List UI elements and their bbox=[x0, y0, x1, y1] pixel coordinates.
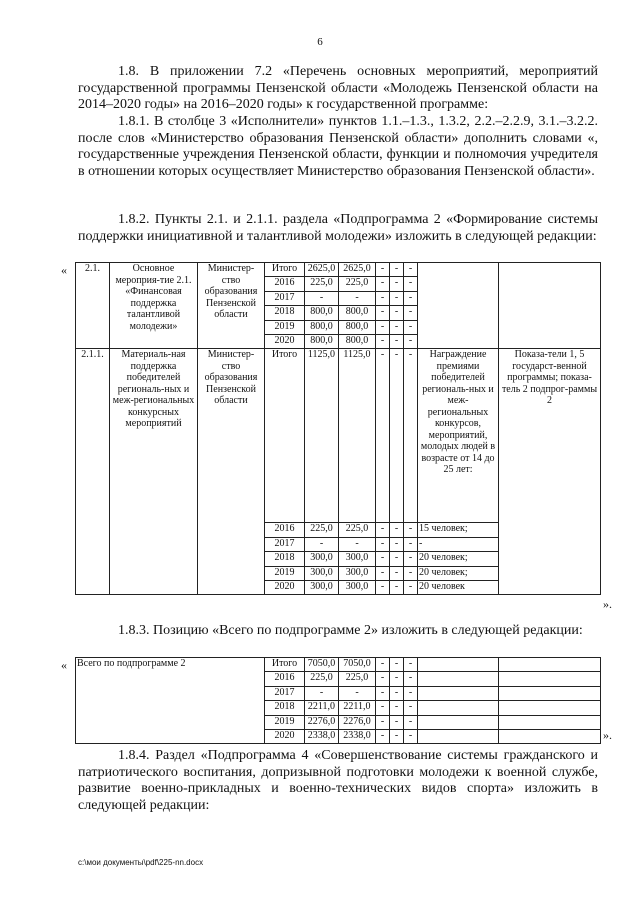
dash-cell: - bbox=[404, 537, 418, 551]
year-cell: 2018 bbox=[265, 306, 305, 320]
result-cell bbox=[418, 672, 499, 686]
year-cell: Итого bbox=[265, 658, 305, 672]
dash-cell: - bbox=[404, 701, 418, 715]
dash-cell: - bbox=[376, 263, 390, 277]
dash-cell: - bbox=[376, 672, 390, 686]
dash-cell: - bbox=[404, 580, 418, 594]
dash-cell: - bbox=[404, 566, 418, 580]
regional-budget-cell: 1125,0 bbox=[339, 349, 376, 523]
year-cell: 2017 bbox=[265, 291, 305, 305]
dash-cell: - bbox=[404, 672, 418, 686]
dash-cell: - bbox=[390, 291, 404, 305]
total-cell: 2625,0 bbox=[305, 263, 339, 277]
total-cell: 7050,0 bbox=[305, 658, 339, 672]
year-cell: 2018 bbox=[265, 701, 305, 715]
year-cell: 2016 bbox=[265, 277, 305, 291]
total-cell: 225,0 bbox=[305, 277, 339, 291]
total-cell: 300,0 bbox=[305, 580, 339, 594]
regional-budget-cell: - bbox=[339, 291, 376, 305]
dash-cell: - bbox=[390, 701, 404, 715]
regional-budget-cell: 800,0 bbox=[339, 320, 376, 334]
result-cell: - bbox=[418, 537, 499, 551]
dash-cell: - bbox=[390, 523, 404, 537]
regional-budget-cell: 2211,0 bbox=[339, 701, 376, 715]
quote-open-table1: « bbox=[61, 263, 67, 277]
total-cell: 225,0 bbox=[305, 672, 339, 686]
quote-open-table2: « bbox=[61, 658, 67, 672]
total-cell: 2211,0 bbox=[305, 701, 339, 715]
total-cell: 800,0 bbox=[305, 306, 339, 320]
year-cell: 2020 bbox=[265, 729, 305, 743]
total-cell: 225,0 bbox=[305, 523, 339, 537]
year-cell: 2018 bbox=[265, 552, 305, 566]
regional-budget-cell: 300,0 bbox=[339, 566, 376, 580]
indicator-cell: Показа-тели 1, 5 государст-венной программы; показа-тель 2 подпрог-раммы 2 bbox=[499, 349, 601, 595]
result-cell bbox=[418, 701, 499, 715]
dash-cell: - bbox=[376, 686, 390, 700]
year-cell: 2016 bbox=[265, 672, 305, 686]
regional-budget-cell: 2625,0 bbox=[339, 263, 376, 277]
result-cell: Награждение премиями победителей региональ-ных и меж-региональных конкурсов, мероприятий, молодых людей в возрасте от 14 до 25 лет: bbox=[418, 349, 499, 523]
regional-budget-cell: 225,0 bbox=[339, 523, 376, 537]
result-cell: 20 человек; bbox=[418, 566, 499, 580]
regional-budget-cell: 2276,0 bbox=[339, 715, 376, 729]
dash-cell: - bbox=[376, 552, 390, 566]
total-cell: - bbox=[305, 686, 339, 700]
dash-cell: - bbox=[390, 715, 404, 729]
dash-cell: - bbox=[376, 729, 390, 743]
indicator-cell bbox=[499, 686, 601, 700]
year-cell: 2017 bbox=[265, 686, 305, 700]
paragraph-1-8-2: 1.8.2. Пункты 2.1. и 2.1.1. раздела «Подпрограмма 2 «Формирование системы поддержки инициативной и талантливой молодежи» изложить в следующей редакции: bbox=[78, 212, 598, 244]
quote-close-table1: ». bbox=[603, 597, 612, 611]
total-cell: 300,0 bbox=[305, 552, 339, 566]
dash-cell: - bbox=[390, 658, 404, 672]
dash-cell: - bbox=[376, 320, 390, 334]
result-cell bbox=[418, 263, 499, 349]
regional-budget-cell: 7050,0 bbox=[339, 658, 376, 672]
dash-cell: - bbox=[390, 263, 404, 277]
dash-cell: - bbox=[390, 306, 404, 320]
item-executor: Министер-ство образования Пензенской области bbox=[198, 263, 265, 349]
total-cell: 800,0 bbox=[305, 320, 339, 334]
dash-cell: - bbox=[390, 320, 404, 334]
dash-cell: - bbox=[390, 672, 404, 686]
dash-cell: - bbox=[376, 701, 390, 715]
indicator-cell bbox=[499, 701, 601, 715]
regional-budget-cell: 225,0 bbox=[339, 277, 376, 291]
quote-close-table2: ». bbox=[603, 728, 612, 742]
regional-budget-cell: 800,0 bbox=[339, 306, 376, 320]
dash-cell: - bbox=[404, 658, 418, 672]
dash-cell: - bbox=[376, 349, 390, 523]
dash-cell: - bbox=[376, 291, 390, 305]
dash-cell: - bbox=[404, 320, 418, 334]
result-cell bbox=[418, 686, 499, 700]
dash-cell: - bbox=[376, 537, 390, 551]
total-cell: - bbox=[305, 537, 339, 551]
regional-budget-cell: 2338,0 bbox=[339, 729, 376, 743]
total-cell: 1125,0 bbox=[305, 349, 339, 523]
dash-cell: - bbox=[404, 334, 418, 348]
dash-cell: - bbox=[404, 523, 418, 537]
total-cell: 2276,0 bbox=[305, 715, 339, 729]
dash-cell: - bbox=[404, 729, 418, 743]
page-number: 6 bbox=[317, 36, 323, 48]
dash-cell: - bbox=[390, 277, 404, 291]
dash-cell: - bbox=[404, 263, 418, 277]
dash-cell: - bbox=[404, 277, 418, 291]
item-number: 2.1. bbox=[76, 263, 110, 349]
dash-cell: - bbox=[404, 686, 418, 700]
table-row bbox=[76, 349, 601, 523]
dash-cell: - bbox=[404, 552, 418, 566]
dash-cell: - bbox=[390, 552, 404, 566]
year-cell: 2019 bbox=[265, 320, 305, 334]
item-number: 2.1.1. bbox=[76, 349, 110, 595]
year-cell: 2016 bbox=[265, 523, 305, 537]
dash-cell: - bbox=[376, 334, 390, 348]
dash-cell: - bbox=[376, 580, 390, 594]
regional-budget-cell: 225,0 bbox=[339, 672, 376, 686]
paragraph-1-8: 1.8. В приложении 7.2 «Перечень основных мероприятий, мероприятий государственной программы Пензенской области «Молодежь Пензенской области на 2014–2020 годы» на 2016–2020 годы» к государственной программе: bbox=[78, 64, 598, 112]
indicator-cell bbox=[499, 263, 601, 349]
result-cell bbox=[418, 715, 499, 729]
result-cell: 20 человек bbox=[418, 580, 499, 594]
year-cell: 2017 bbox=[265, 537, 305, 551]
year-cell: Итого bbox=[265, 349, 305, 523]
regional-budget-cell: 800,0 bbox=[339, 334, 376, 348]
dash-cell: - bbox=[404, 349, 418, 523]
total-cell: 2338,0 bbox=[305, 729, 339, 743]
indicator-cell bbox=[499, 729, 601, 743]
year-cell: 2019 bbox=[265, 715, 305, 729]
total-cell: - bbox=[305, 291, 339, 305]
result-cell: 15 человек; bbox=[418, 523, 499, 537]
indicator-cell bbox=[499, 715, 601, 729]
footer-file-path: c:\мои документы\pdf\225-nn.docx bbox=[78, 858, 204, 867]
dash-cell: - bbox=[376, 306, 390, 320]
total-cell: 800,0 bbox=[305, 334, 339, 348]
regional-budget-cell: 300,0 bbox=[339, 552, 376, 566]
indicator-cell bbox=[499, 658, 601, 672]
item-name: Основное мероприя-тие 2.1. «Финансовая поддержка талантливой молодежи» bbox=[110, 263, 198, 349]
dash-cell: - bbox=[376, 277, 390, 291]
item-executor: Министер-ство образования Пензенской области bbox=[198, 349, 265, 595]
dash-cell: - bbox=[376, 715, 390, 729]
dash-cell: - bbox=[376, 566, 390, 580]
total-cell: 300,0 bbox=[305, 566, 339, 580]
paragraph-1-8-1: 1.8.1. В столбце 3 «Исполнители» пунктов 1.1.–1.3., 1.3.2, 2.2.–2.2.9, 3.1.–3.2.2. после слов «Министерство образования Пензенской области» дополнить словами «, государственные учреждения Пензенской области, функции и полномочия учредителя в отношении которых осуществляет Министерство образования Пензенской области». bbox=[78, 114, 598, 179]
dash-cell: - bbox=[376, 658, 390, 672]
result-cell: 20 человек; bbox=[418, 552, 499, 566]
dash-cell: - bbox=[376, 523, 390, 537]
paragraph-1-8-4: 1.8.4. Раздел «Подпрограмма 4 «Совершенствование системы гражданского и патриотического воспитания, допризывной подготовки молодежи к военной службе, развитие военно-прикладных и военно-технических видов спорта» изложить в следующей редакции: bbox=[78, 748, 598, 813]
table-total-subprogram-2 bbox=[75, 657, 601, 744]
year-cell: Итого bbox=[265, 263, 305, 277]
dash-cell: - bbox=[390, 566, 404, 580]
dash-cell: - bbox=[404, 291, 418, 305]
result-cell bbox=[418, 729, 499, 743]
regional-budget-cell: - bbox=[339, 537, 376, 551]
regional-budget-cell: - bbox=[339, 686, 376, 700]
dash-cell: - bbox=[390, 537, 404, 551]
dash-cell: - bbox=[390, 349, 404, 523]
paragraph-1-8-3: 1.8.3. Позицию «Всего по подпрограмме 2» изложить в следующей редакции: bbox=[118, 623, 583, 638]
item-name: Материаль-ная поддержка победителей региональ-ных и меж-региональных конкурсных мероприятий bbox=[110, 349, 198, 595]
table-subprogram-2-items bbox=[75, 262, 601, 595]
indicator-cell bbox=[499, 672, 601, 686]
year-cell: 2020 bbox=[265, 334, 305, 348]
dash-cell: - bbox=[390, 580, 404, 594]
regional-budget-cell: 300,0 bbox=[339, 580, 376, 594]
year-cell: 2019 bbox=[265, 566, 305, 580]
total-label: Всего по подпрограмме 2 bbox=[76, 658, 265, 744]
year-cell: 2020 bbox=[265, 580, 305, 594]
dash-cell: - bbox=[404, 306, 418, 320]
result-cell bbox=[418, 658, 499, 672]
table-row bbox=[76, 263, 601, 277]
dash-cell: - bbox=[404, 715, 418, 729]
dash-cell: - bbox=[390, 334, 404, 348]
table-row bbox=[76, 658, 601, 672]
dash-cell: - bbox=[390, 686, 404, 700]
dash-cell: - bbox=[390, 729, 404, 743]
